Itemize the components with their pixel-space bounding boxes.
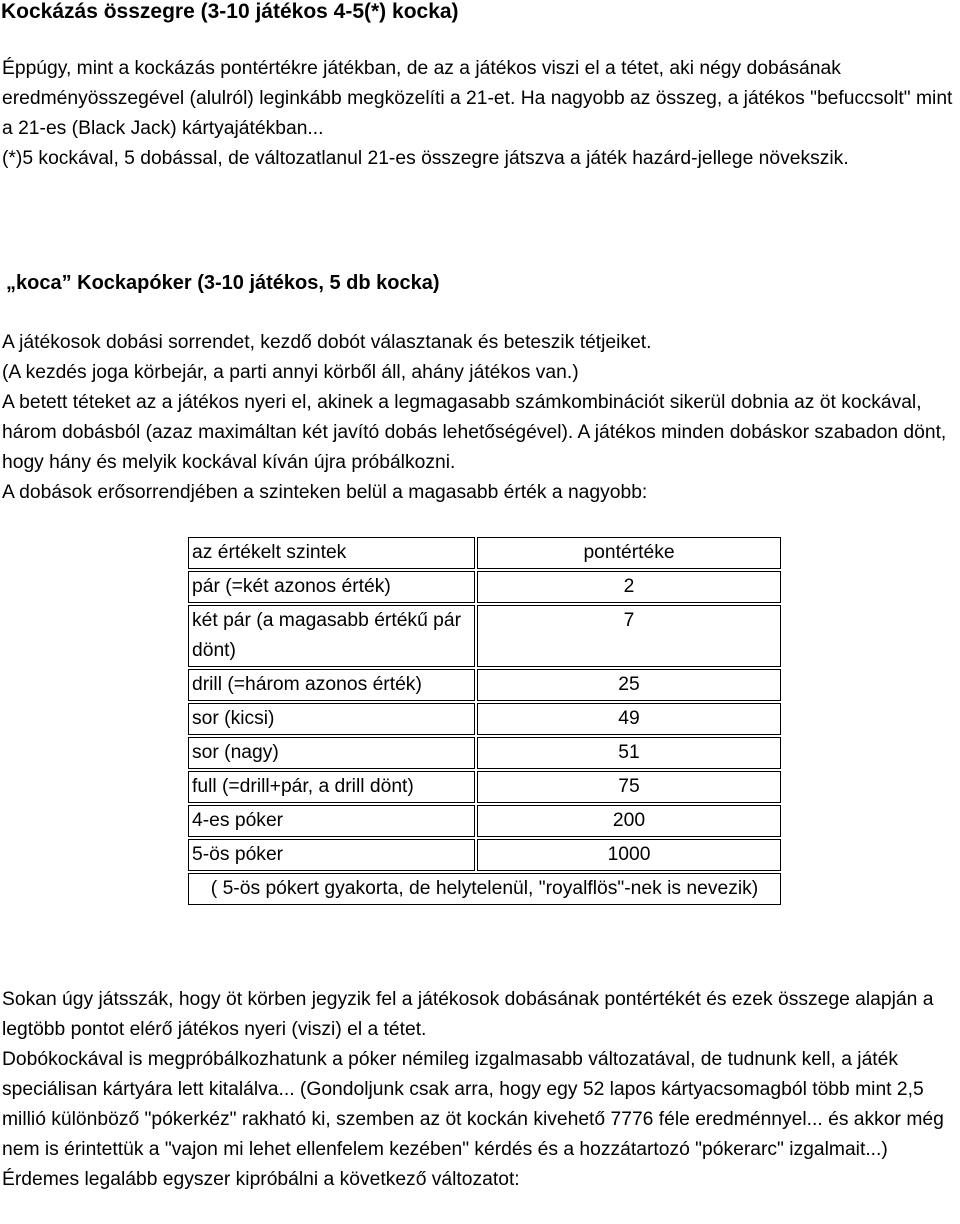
intro-paragraph-2: (*)5 kockával, 5 dobással, de változatlanul 21-es összegre játszva a játék hazárd-jellege növekszik.	[2, 148, 849, 169]
table-row	[188, 571, 781, 603]
table-note-cell: ( 5-ös pókert gyakorta, de helytelenül, "royalflös"-nek is nevezik)	[188, 873, 781, 905]
rules-paragraph-1: A játékosok dobási sorrendet, kezdő dobót választanak és beteszik tétjeiket.	[2, 332, 652, 353]
header-level-cell: az értékelt szintek	[188, 537, 475, 569]
table-row	[188, 839, 781, 871]
outro-paragraph-1: Sokan úgy játsszák, hogy öt körben jegyzik fel a játékosok dobásának pontértékét és ezek összege alapján a legtöbb pontot elérő játékos nyeri (viszi) el a tétet.	[2, 989, 934, 1040]
table-row	[188, 703, 781, 735]
rules-paragraph-4: A dobások erősorrendjében a szinteken belül a magasabb érték a nagyobb:	[2, 482, 648, 503]
table-row	[188, 669, 781, 701]
value-cell: 49	[477, 703, 781, 735]
level-cell: két pár (a magasabb értékű pár dönt)	[188, 605, 475, 667]
rules-paragraph-2: (A kezdés joga körbejár, a parti annyi körből áll, ahány játékos van.)	[2, 362, 579, 383]
value-cell: 1000	[477, 839, 781, 871]
level-cell: sor (nagy)	[188, 737, 475, 769]
intro-paragraph-1: Éppúgy, mint a kockázás pontértékre játékban, de az a játékos viszi el a tétet, aki négy dobásának eredményösszegével (alulról) leginkább megközelíti a 21-et. Ha nagyobb az összeg, a játékos "befuccsolt" mint a 21-es (Black Jack) kártyajátékban...	[2, 58, 953, 139]
level-cell: 5-ös póker	[188, 839, 475, 871]
value-cell: 7	[477, 605, 781, 667]
header-value-cell: pontértéke	[477, 537, 781, 569]
table-row	[188, 737, 781, 769]
value-cell: 75	[477, 771, 781, 803]
value-cell: 51	[477, 737, 781, 769]
table-row	[188, 771, 781, 803]
value-cell: 25	[477, 669, 781, 701]
table-note-row	[188, 873, 781, 905]
page-title: Kockázás összegre (3-10 játékos 4-5(*) kocka)	[1, 0, 459, 23]
table-row	[188, 605, 781, 667]
table-row	[188, 805, 781, 837]
section-heading: „koca” Kockapóker (3-10 játékos, 5 db kocka)	[6, 272, 440, 294]
score-table	[186, 535, 783, 907]
table-header-row	[188, 537, 781, 569]
intro-section	[2, 54, 960, 174]
outro-section	[2, 985, 960, 1195]
level-cell: sor (kicsi)	[188, 703, 475, 735]
outro-paragraph-2: Dobókockával is megpróbálkozhatunk a póker némileg izgalmasabb változatával, de tudnunk kell, a játék speciálisan kártyára lett kitalálva... (Gondoljunk csak arra, hogy egy 52 lapos kártyacsomagból több mint 2,5 millió különböző "pókerkéz" rakható ki, szemben az öt kockán kivehető 7776 féle eredménnyel... és akkor még nem is érintettük a "vajon mi lehet ellenfelem kezében" kérdés és a hozzátartozó "pókerarc" izgalmait...) Érdemes legalább egyszer kipróbálni a következő változatot:	[2, 1049, 944, 1190]
level-cell: full (=drill+pár, a drill dönt)	[188, 771, 475, 803]
level-cell: 4-es póker	[188, 805, 475, 837]
level-cell: pár (=két azonos érték)	[188, 571, 475, 603]
value-cell: 2	[477, 571, 781, 603]
value-cell: 200	[477, 805, 781, 837]
level-cell: drill (=három azonos érték)	[188, 669, 475, 701]
rules-paragraph-3: A betett téteket az a játékos nyeri el, akinek a legmagasabb számkombinációt sikerül dobnia az öt kockával, három dobásból (azaz maximáltan két javító dobás lehetőségével). A játékos minden dobáskor szabadon dönt, hogy hány és melyik kockával kíván újra próbálkozni.	[2, 392, 947, 473]
rules-section	[2, 328, 960, 508]
